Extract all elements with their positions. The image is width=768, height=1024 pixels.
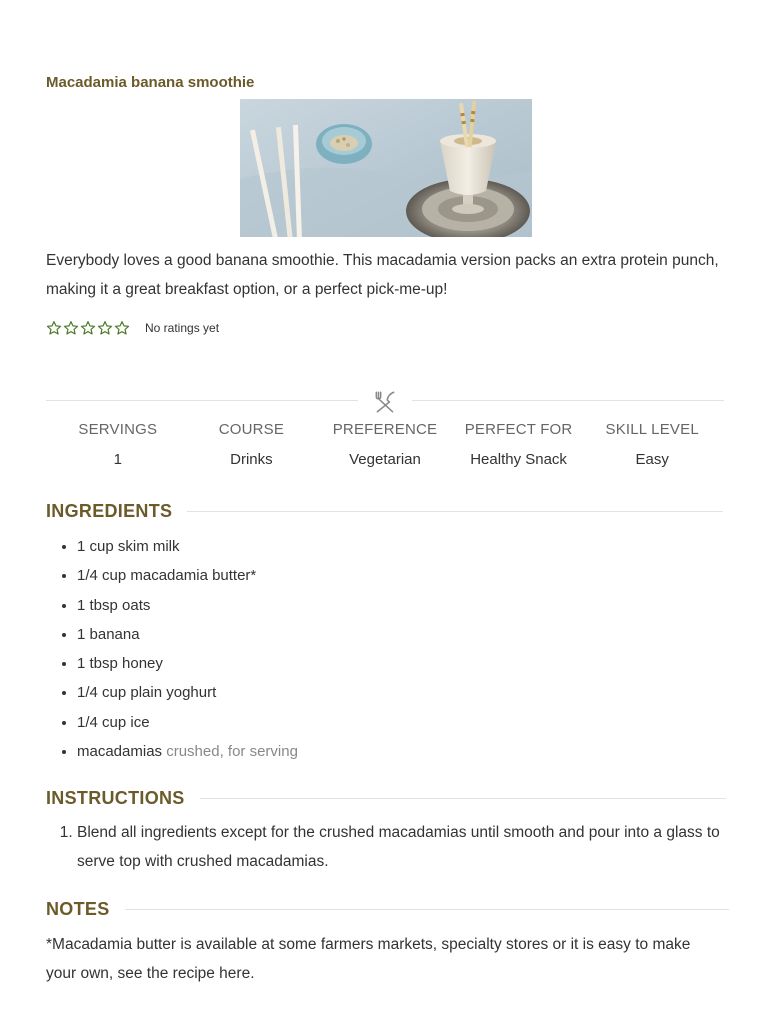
instruction-step: 1. Blend all ingredients except for the crushed macadamias until smooth and pour into a glass to serve top with crushed macadamias.: [77, 818, 755, 876]
star-outline-icon[interactable]: [46, 320, 62, 336]
star-outline-icon[interactable]: [114, 320, 130, 336]
ingredient-text: 1 tbsp oats: [77, 596, 151, 614]
fork-knife-icon: [358, 388, 412, 416]
ingredient-text: 1/4 cup macadamia butter*: [77, 567, 257, 585]
ingredient-text: 1 banana: [77, 625, 140, 643]
meta-label: SKILL LEVEL: [605, 421, 699, 438]
meta-skill-level: [585, 420, 719, 470]
ingredient-text: 1/4 cup ice: [77, 713, 150, 731]
meta-label: COURSE: [218, 421, 285, 438]
ingredient-item: [77, 708, 298, 737]
section-divider: [125, 909, 729, 910]
instructions-list: [46, 818, 755, 876]
notes-heading: NOTES: [46, 898, 110, 919]
rating-stars[interactable]: [46, 320, 130, 336]
ingredient-item: [77, 649, 298, 678]
meta-label: PREFERENCE: [332, 421, 438, 438]
ingredient-item: [77, 561, 298, 590]
recipe-meta: [51, 420, 719, 470]
meta-value: Drinks: [230, 451, 273, 468]
star-outline-icon[interactable]: [97, 320, 113, 336]
star-outline-icon[interactable]: [80, 320, 96, 336]
notes-text: *Macadamia butter is available at some farmers markets, specialty stores or it is easy to make your own, see the recipe here.: [46, 936, 691, 982]
recipe-title: Macadamia banana smoothie: [46, 74, 255, 91]
meta-servings: [51, 420, 185, 470]
ingredient-item: [77, 532, 298, 561]
rating-count-text: No ratings yet: [145, 321, 220, 335]
ingredient-item: [77, 591, 298, 620]
ingredient-item: [77, 737, 298, 766]
meta-perfect-for: [452, 420, 586, 470]
section-divider: [187, 511, 723, 512]
ingredient-text: 1 tbsp honey: [77, 655, 163, 673]
meta-value: Vegetarian: [349, 451, 421, 468]
section-divider: [200, 798, 726, 799]
instructions-heading: INSTRUCTIONS: [46, 787, 185, 808]
ingredient-item: [77, 620, 298, 649]
ingredient-text: macadamias: [77, 743, 163, 761]
recipe-summary: Everybody loves a good banana smoothie. This macadamia version packs an extra protein punch, making it a great breakfast option, or a perfect pick-me-up!: [46, 252, 719, 298]
meta-value: 1: [113, 451, 122, 468]
ingredient-item: [77, 678, 298, 707]
ingredients-heading: INGREDIENTS: [46, 500, 173, 521]
meta-label: SERVINGS: [78, 421, 158, 438]
ingredient-note: crushed, for serving: [166, 743, 298, 761]
meta-label: PERFECT FOR: [464, 421, 573, 438]
notes-header: [46, 897, 729, 921]
ingredients-list: [46, 532, 298, 766]
recipe-photo: [240, 99, 532, 237]
ingredients-header: [46, 499, 723, 523]
ingredient-text: 1 cup skim milk: [77, 538, 180, 555]
meta-preference: [318, 420, 452, 470]
meta-value: Healthy Snack: [470, 451, 567, 468]
instructions-header: [46, 786, 726, 810]
meta-value: Easy: [635, 451, 669, 468]
meta-course: [185, 420, 319, 470]
star-outline-icon[interactable]: [63, 320, 79, 336]
recipe-rating: [46, 318, 219, 338]
ingredient-text: 1/4 cup plain yoghurt: [77, 684, 217, 702]
